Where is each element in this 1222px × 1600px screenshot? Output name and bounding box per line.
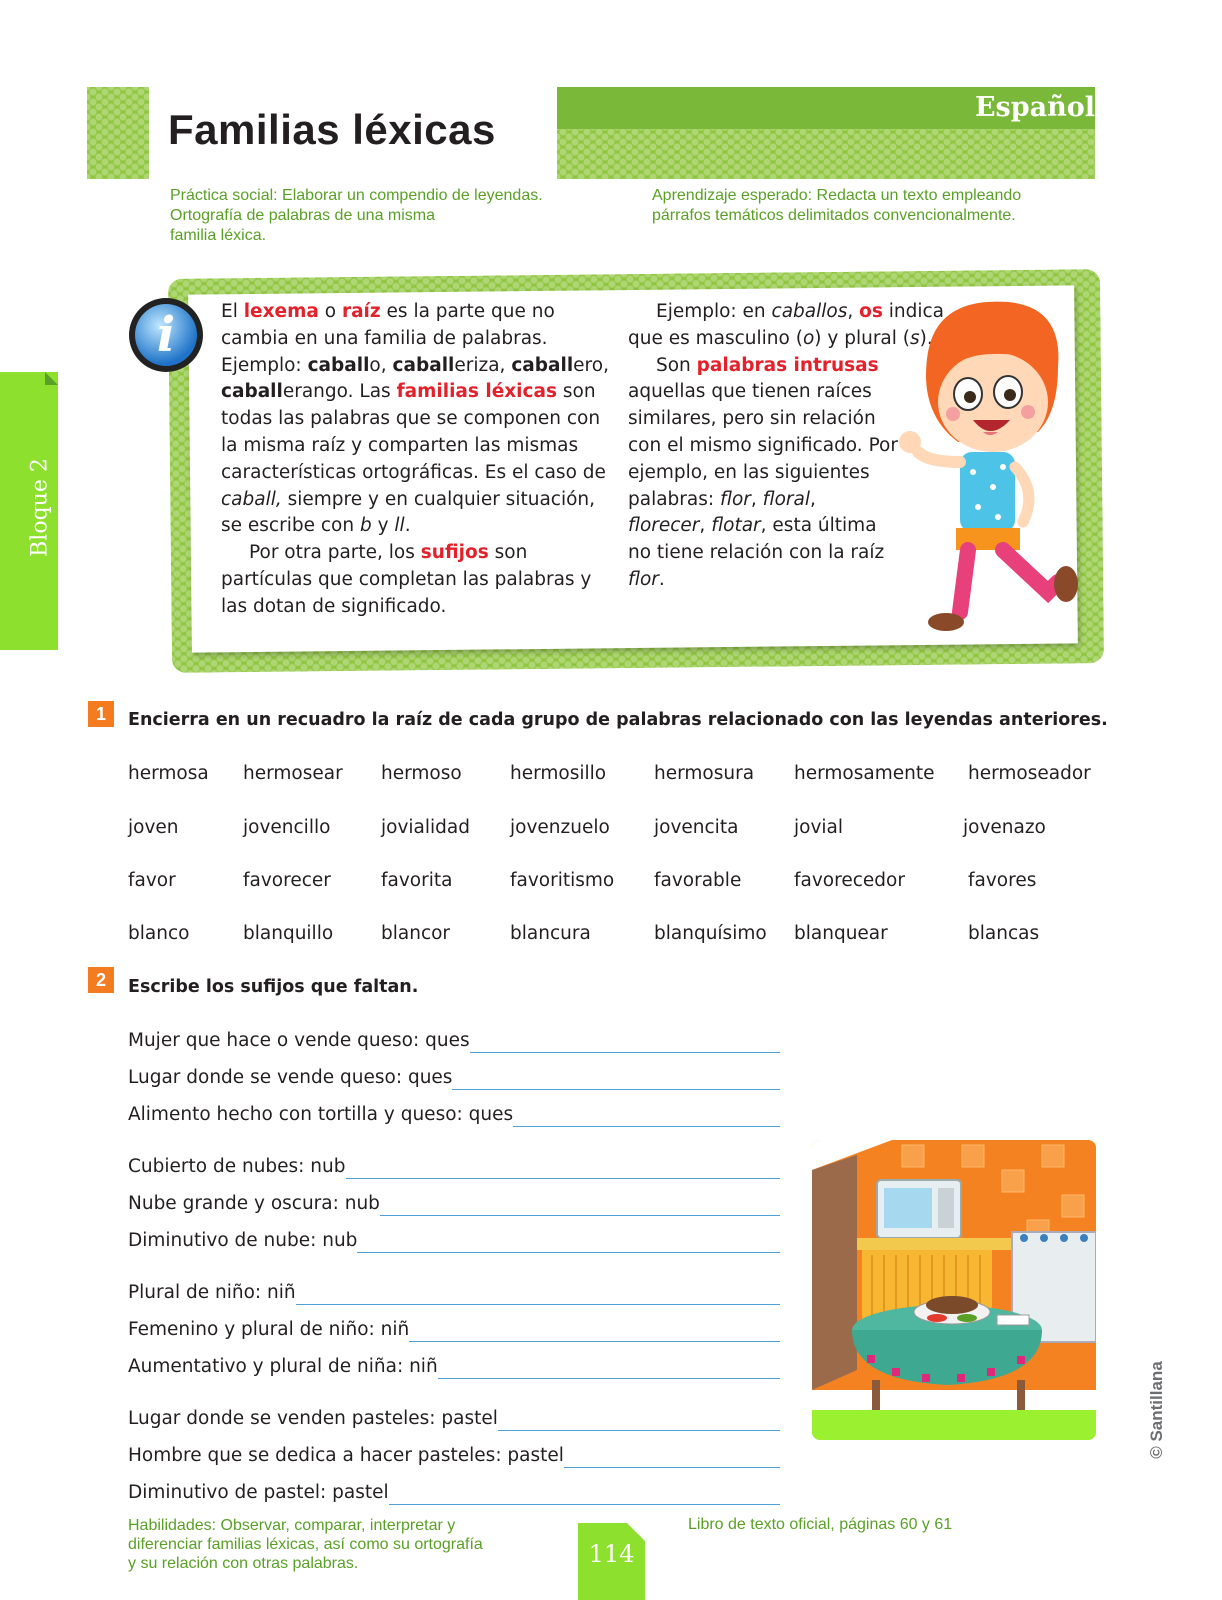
word-joven[interactable]: joven xyxy=(128,817,179,838)
text: , xyxy=(810,488,816,510)
suffix-answer-line[interactable] xyxy=(346,1178,780,1179)
aprendizaje-line: párrafos temáticos delimitados convencionalmente. xyxy=(652,207,1016,224)
word-jovencillo[interactable]: jovencillo xyxy=(243,817,331,838)
habilidades-line: diferenciar familias léxicas, así como su ortografía xyxy=(128,1536,483,1553)
exercise-2-instruction: Escribe los sufijos que faltan. xyxy=(128,977,419,997)
text: , xyxy=(699,515,712,537)
suffix-prompt: Diminutivo de nube: nub xyxy=(128,1230,358,1251)
kitchen-illustration-icon xyxy=(812,1140,1096,1440)
suffix-prompt: Hombre que se dedica a hacer pasteles: pastel xyxy=(128,1445,564,1466)
word-hermoso[interactable]: hermoso xyxy=(381,763,462,784)
side-tab-fold xyxy=(45,372,58,385)
word-hermosa[interactable]: hermosa xyxy=(128,763,209,784)
word-jovial[interactable]: jovial xyxy=(794,817,844,838)
word-hermosura[interactable]: hermosura xyxy=(654,763,755,784)
habilidades-line: Habilidades: Observar, comparar, interpretar y xyxy=(128,1517,456,1534)
word-hermosillo[interactable]: hermosillo xyxy=(510,763,607,784)
suffix-answer-line[interactable] xyxy=(438,1378,780,1379)
suffix-answer-line[interactable] xyxy=(409,1341,780,1342)
page-tab-fold xyxy=(627,1523,645,1541)
habilidades-line: y su relación con otras palabras. xyxy=(128,1555,359,1572)
word-favorecedor[interactable]: favorecedor xyxy=(794,870,905,891)
text: es la parte que no cambia en una familia de palabras. Ejemplo: xyxy=(221,301,555,376)
suffix-answer-line[interactable] xyxy=(498,1430,780,1431)
word-favoritismo[interactable]: favoritismo xyxy=(510,870,615,891)
suffix-answer-line[interactable] xyxy=(389,1504,780,1505)
exercise-1-instruction: Encierra en un recuadro la raíz de cada grupo de palabras relacionado con las leyendas anteriores. xyxy=(128,710,1108,730)
text: siempre y en cualquier situación, se escribe con xyxy=(221,488,596,537)
word-blanquillo[interactable]: blanquillo xyxy=(243,923,334,944)
text: , xyxy=(847,301,860,322)
info-column-1 xyxy=(221,299,616,621)
word-blancas[interactable]: blancas xyxy=(968,923,1040,944)
text: caball, xyxy=(221,488,282,510)
info-icon-glyph: i xyxy=(156,307,176,363)
term-familias-lexicas: familias léxicas xyxy=(396,381,557,403)
text: erango. Las xyxy=(282,381,397,403)
suffix-answer-line[interactable] xyxy=(513,1126,780,1127)
stem: caball xyxy=(392,354,455,376)
suffix-prompt: Alimento hecho con tortilla y queso: ques xyxy=(128,1104,514,1125)
suffix-answer-line[interactable] xyxy=(296,1304,780,1305)
word-favorable[interactable]: favorable xyxy=(654,870,742,891)
text: ero, xyxy=(573,354,609,376)
info-paragraph-1 xyxy=(221,299,616,540)
exercise-2-number: 2 xyxy=(88,967,114,993)
practica-line: familia léxica. xyxy=(170,227,267,244)
text: ) y plural ( xyxy=(814,327,910,349)
term-lexema: lexema xyxy=(243,301,319,322)
text: Ejemplo: en xyxy=(656,301,772,322)
text: y xyxy=(371,515,395,537)
stem: caball xyxy=(221,381,283,403)
suffix-answer-line[interactable] xyxy=(470,1052,780,1053)
practica-line: Práctica social: Elaborar un compendio de leyendas. xyxy=(170,187,543,204)
text: flor xyxy=(720,488,751,510)
text: Son xyxy=(656,354,697,376)
text: ). xyxy=(919,327,933,349)
text: floral xyxy=(762,488,811,510)
text: o xyxy=(318,301,342,322)
girl-illustration-icon xyxy=(898,292,1098,644)
habilidades xyxy=(128,1516,568,1573)
kitchen-illustration xyxy=(812,1140,1096,1440)
text: Por otra parte, los xyxy=(249,542,421,564)
info-paragraph-2 xyxy=(221,540,616,620)
word-jovenazo[interactable]: jovenazo xyxy=(963,817,1046,838)
word-blancor[interactable]: blancor xyxy=(381,923,451,944)
suffix-prompt: Lugar donde se vende queso: ques xyxy=(128,1067,453,1088)
side-tab-label: Bloque 2 xyxy=(27,458,53,557)
text: florecer xyxy=(628,515,700,537)
text: aquellas que tienen raíces similares, pero sin relación con el mismo significado. Por ejemplo, en las siguientes palabras: xyxy=(628,381,898,510)
word-favorita[interactable]: favorita xyxy=(381,870,453,891)
text: o xyxy=(802,327,815,349)
info-paragraph-4 xyxy=(628,353,898,594)
practica-social xyxy=(170,186,590,246)
suffix-prompt: Mujer que hace o vende queso: ques xyxy=(128,1030,470,1051)
page-title: Familias léxicas xyxy=(168,106,496,153)
suffix-prompt: Cubierto de nubes: nub xyxy=(128,1156,346,1177)
text: son partículas que completan las palabras y las dotan de significado. xyxy=(221,542,592,617)
exercise-1-number: 1 xyxy=(88,701,114,727)
suffix-prompt: Femenino y plural de niño: niñ xyxy=(128,1319,410,1340)
text: . xyxy=(404,515,411,537)
suffix-answer-line[interactable] xyxy=(564,1467,780,1468)
stem: caball xyxy=(511,354,574,376)
text: caballos xyxy=(771,301,848,322)
aprendizaje-esperado xyxy=(652,186,1082,226)
text: , esta última no tiene relación con la raíz xyxy=(628,515,885,564)
word-blanquísimo[interactable]: blanquísimo xyxy=(654,923,767,944)
word-hermosear[interactable]: hermosear xyxy=(243,763,343,784)
text: b xyxy=(359,515,372,537)
text: El xyxy=(221,301,244,322)
word-hermosamente[interactable]: hermosamente xyxy=(794,763,935,784)
word-hermoseador[interactable]: hermoseador xyxy=(968,763,1091,784)
text: son todas las palabras que se componen con la misma raíz y comparten las mismas características ortográficas. Es el caso de xyxy=(221,381,606,483)
text: flotar xyxy=(711,515,761,537)
term-os: os xyxy=(859,301,883,322)
title-left-band xyxy=(87,87,149,179)
suffix-prompt: Aumentativo y plural de niña: niñ xyxy=(128,1356,438,1377)
text: s xyxy=(910,327,920,349)
word-blancura[interactable]: blancura xyxy=(510,923,591,944)
term-raiz: raíz xyxy=(341,301,381,322)
subject-label: Español xyxy=(974,92,1095,123)
suffix-prompt: Plural de niño: niñ xyxy=(128,1282,296,1303)
suffix-answer-line[interactable] xyxy=(357,1252,780,1253)
suffix-prompt: Nube grande y oscura: nub xyxy=(128,1193,380,1214)
text: o, xyxy=(369,354,393,376)
text: indica que es masculino ( xyxy=(628,301,945,349)
copyright: © Santillana xyxy=(1147,1361,1166,1459)
stem: caball xyxy=(307,354,370,376)
text: , xyxy=(750,488,763,510)
term-palabras-intrusas: palabras intrusas xyxy=(696,354,879,376)
term-sufijos: sufijos xyxy=(420,542,489,564)
libro-reference: Libro de texto oficial, páginas 60 y 61 xyxy=(688,1516,953,1533)
text: . xyxy=(658,568,665,590)
text: eriza, xyxy=(454,354,512,376)
word-favor[interactable]: favor xyxy=(128,870,176,891)
suffix-prompt: Lugar donde se venden pasteles: pastel xyxy=(128,1408,498,1429)
page-number: 114 xyxy=(588,1540,635,1568)
word-jovenzuelo[interactable]: jovenzuelo xyxy=(510,817,610,838)
word-favores[interactable]: favores xyxy=(968,870,1037,891)
aprendizaje-line: Aprendizaje esperado: Redacta un texto empleando xyxy=(652,187,1022,204)
suffix-prompt: Diminutivo de pastel: pastel xyxy=(128,1482,389,1503)
text: ll xyxy=(394,515,405,537)
practica-line: Ortografía de palabras de una misma xyxy=(170,207,436,224)
word-blanquear[interactable]: blanquear xyxy=(794,923,888,944)
word-jovencita[interactable]: jovencita xyxy=(654,817,739,838)
suffix-answer-line[interactable] xyxy=(452,1089,780,1090)
text: flor xyxy=(628,568,659,590)
suffix-answer-line[interactable] xyxy=(380,1215,780,1216)
word-jovialidad[interactable]: jovialidad xyxy=(381,817,470,838)
word-favorecer[interactable]: favorecer xyxy=(243,870,331,891)
word-blanco[interactable]: blanco xyxy=(128,923,190,944)
